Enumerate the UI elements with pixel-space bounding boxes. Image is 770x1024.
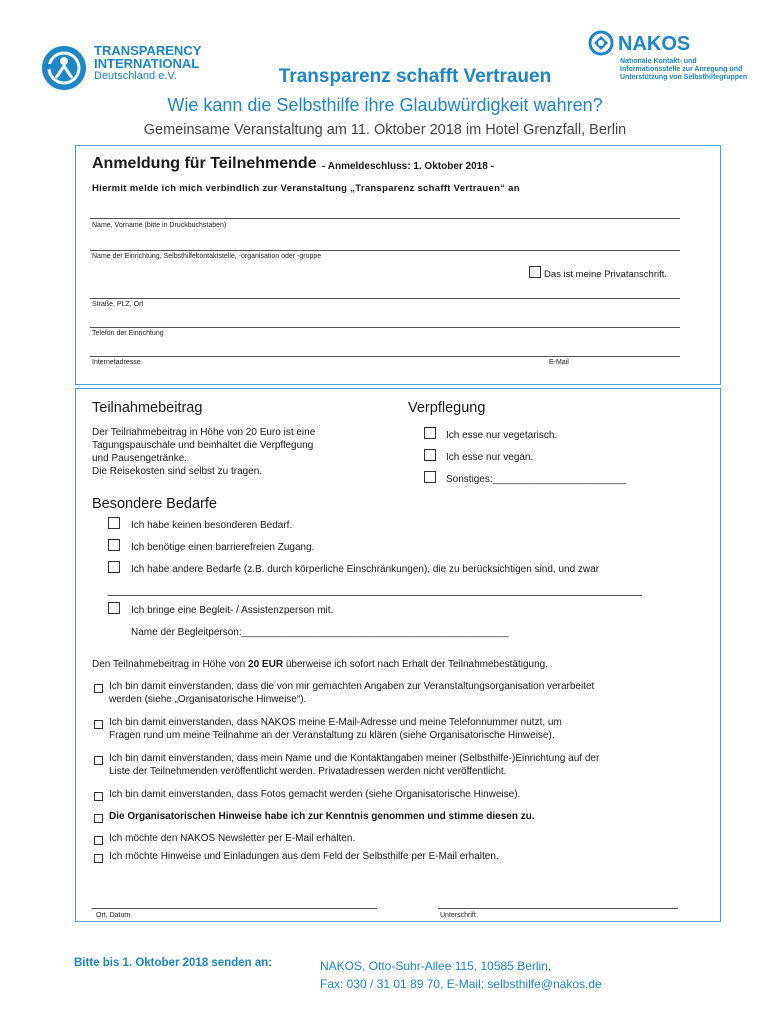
fee-line3: und Pausengetränke. (92, 453, 188, 464)
place-date-input-line[interactable] (92, 908, 377, 909)
vegan-checkbox[interactable] (424, 448, 436, 466)
fee-text (92, 426, 315, 478)
fee-heading: Teilnahmebeitrag (92, 400, 203, 416)
consent-participant-list-line1: Ich bin damit einverstanden, dass mein Name und die Kontaktangaben meiner (Selbsthilfe-)Einrichtung auf der (109, 753, 600, 764)
name-field-label: Name, Vorname (bitte in Druckbuchstaben) (92, 222, 227, 229)
web-field-label: Internetadresse (92, 359, 141, 366)
event-details: Gemeinsame Veranstaltung am 11. Oktober 2018 im Hotel Grenzfall, Berlin (143, 122, 627, 138)
consent-participant-list-checkbox[interactable] (94, 752, 103, 770)
vegetarian-label: Ich esse nur vegetarisch. (446, 430, 558, 441)
fee-transfer-statement (92, 659, 548, 670)
consent-contact-checkbox[interactable] (94, 716, 103, 734)
no-needs-checkbox[interactable] (108, 516, 120, 534)
no-needs-label: Ich habe keinen besonderen Bedarf. (131, 520, 293, 531)
ti-line1: TRANSPARENCY (94, 43, 202, 58)
organisation-input-line[interactable] (90, 250, 680, 251)
nakos-name: NAKOS (618, 33, 691, 55)
consent-data-processing-checkbox[interactable] (94, 680, 103, 698)
companion-name-label: Name der Begleitperson:________________________________________________ (131, 627, 509, 638)
nakos-logo-icon (588, 30, 614, 61)
fee-transfer-post: überweise ich sofort nach Erhalt der Teilnahmebestätigung. (283, 659, 549, 670)
signature-input-line[interactable] (438, 908, 678, 909)
consent-data-processing-label (109, 680, 594, 706)
place-date-label: Ort, Datum (96, 912, 131, 919)
fee-transfer-pre: Den Teilnahmebeitrag in Höhe von (92, 659, 249, 670)
fee-line2: Tagungspauschale und beinhaltet die Verpflegung (92, 440, 314, 451)
barrier-free-checkbox[interactable] (108, 538, 120, 556)
organisation-field-label: Name der Einrichtung, Selbsthilfekontaktstelle, -organisation oder -gruppe (92, 253, 322, 260)
consent-contact-label (109, 716, 562, 742)
consent-notes-label: Die Organisatorischen Hinweise habe ich zur Kenntnis genommen und stimme diesen zu. (109, 811, 535, 822)
address-line1: NAKOS, Otto-Suhr-Allee 115, 10585 Berlin, (320, 959, 552, 973)
send-to-label: Bitte bis 1. Oktober 2018 senden an: (74, 957, 273, 969)
private-address-label: Das ist meine Privatanschrift. (544, 269, 668, 280)
address-line2: Fax: 030 / 31 01 89 70, E-Mail: selbsthilfe@nakos.de (320, 977, 602, 991)
newsletter-checkbox[interactable] (94, 832, 103, 850)
send-to-address (320, 957, 602, 993)
other-needs-label: Ich habe andere Bedarfe (z.B. durch körperliche Einschränkungen), die zu berücksichtigen sind, und zwar (131, 564, 600, 575)
event-title: Transparenz schafft Vertrauen (278, 66, 552, 87)
phone-field-label: Telefon der Einrichtung (92, 330, 164, 337)
other-catering-checkbox[interactable] (424, 470, 436, 488)
fee-line1: Der Teilnahmebeitrag in Höhe von 20 Euro ist eine (92, 427, 316, 438)
companion-label: Ich bringe eine Begleit- / Assistenzperson mit. (131, 605, 334, 616)
other-needs-input-line[interactable] (108, 595, 642, 596)
ti-line3: Deutschland e.V. (94, 70, 177, 82)
private-address-checkbox[interactable] (529, 265, 541, 283)
consent-notes-checkbox[interactable] (94, 810, 103, 828)
consent-photos-label: Ich bin damit einverstanden, dass Fotos gemacht werden (siehe Organisatorische Hinweise). (109, 789, 521, 800)
street-field-label: Straße, PLZ, Ort (92, 301, 144, 308)
nakos-subtitle: Nationale Kontakt- und Informationsstelle zur Anregung und Unterstützung von Selbsthilfegruppen (620, 58, 748, 81)
name-input-line[interactable] (90, 218, 680, 219)
other-catering-label: Sonstiges:________________________ (446, 474, 627, 485)
fee-amount: 20 EUR (248, 659, 284, 670)
vegetarian-checkbox[interactable] (424, 426, 436, 444)
ti-line2: INTERNATIONAL (94, 56, 200, 71)
registration-title: Anmeldung für Teilnehmende (92, 155, 317, 172)
other-needs-checkbox[interactable] (108, 560, 120, 578)
email-field-label: E-Mail (549, 359, 569, 366)
registration-box (75, 145, 721, 385)
invitations-label: Ich möchte Hinweise und Einladungen aus dem Feld der Selbsthilfe per E-Mail erhalten. (109, 851, 499, 862)
catering-heading: Verpflegung (408, 400, 486, 416)
consent-contact-line1: Ich bin damit einverstanden, dass NAKOS meine E-Mail-Adresse und meine Telefonnummer nutzt, um (109, 717, 562, 728)
companion-checkbox[interactable] (108, 601, 120, 619)
phone-input-line[interactable] (90, 327, 680, 328)
barrier-free-label: Ich benötige einen barrierefreien Zugang. (131, 542, 315, 553)
invitations-checkbox[interactable] (94, 850, 103, 868)
binding-statement: Hiermit melde ich mich verbindlich zur Veranstaltung „Transparenz schafft Vertrauen“ an (92, 183, 520, 194)
consent-participant-list-label (109, 752, 599, 778)
vegan-label: Ich esse nur vegan. (446, 452, 534, 463)
signature-label: Unterschrift (440, 912, 476, 919)
consent-data-processing-line2: werden (siehe „Organisatorische Hinweise“). (109, 694, 307, 705)
event-subtitle: Wie kann die Selbsthilfe ihre Glaubwürdigkeit wahren? (167, 95, 603, 115)
newsletter-label: Ich möchte den NAKOS Newsletter per E-Mail erhalten. (109, 833, 356, 844)
consent-data-processing-line1: Ich bin damit einverstanden, dass die von mir gemachten Angaben zur Veranstaltungsorganisation verarbeitet (109, 681, 595, 692)
consent-participant-list-line2: Liste der Teilnehmenden veröffentlicht werden. Privatadressen werden nicht veröffentlicht. (109, 766, 507, 777)
consent-contact-line2: Fragen rund um meine Teilnahme an der Veranstaltung zu klären (siehe Organisatorische Hinweise). (109, 730, 555, 741)
consent-photos-checkbox[interactable] (94, 788, 103, 806)
registration-deadline: - Anmeldeschluss: 1. Oktober 2018 - (322, 161, 494, 172)
needs-heading: Besondere Bedarfe (92, 496, 217, 512)
web-email-input-line[interactable] (90, 356, 680, 357)
street-input-line[interactable] (90, 298, 680, 299)
fee-line4: Die Reisekosten sind selbst zu tragen. (92, 466, 263, 477)
